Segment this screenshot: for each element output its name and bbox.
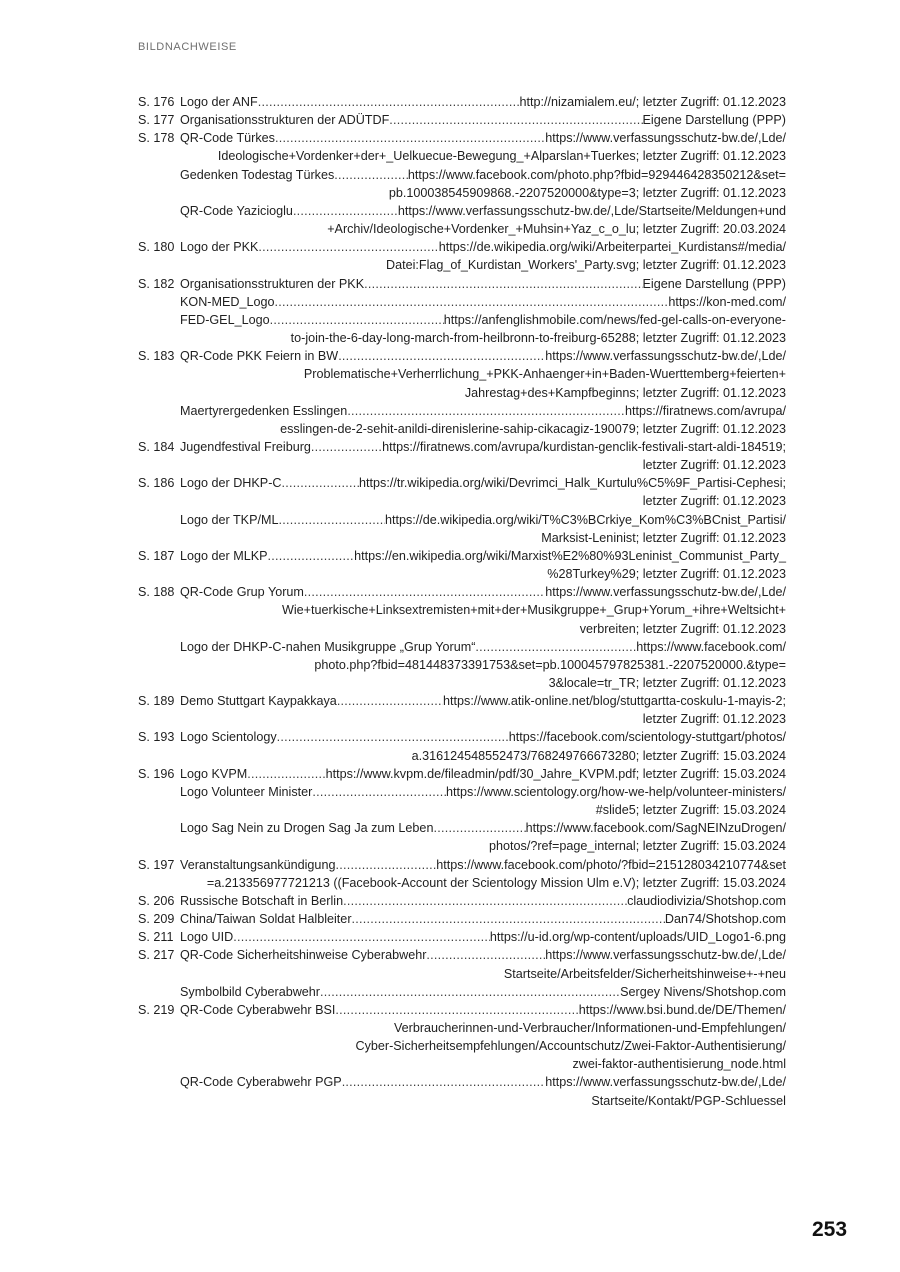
credit-entry	[138, 93, 786, 111]
credit-source-continuation: 3&locale=tr_TR; letzter Zugriff: 01.12.2023	[548, 676, 786, 690]
dot-leader	[277, 728, 509, 746]
credit-page-ref	[138, 1073, 180, 1109]
credit-page-ref: S. 184	[138, 439, 175, 454]
credit-source-continuation: Marksist-Leninist; letzter Zugriff: 01.12.2023	[541, 530, 786, 545]
credit-source: https://www.verfassungsschutz-bw.de/,Lde/Startseite/Meldungen+und	[397, 203, 786, 218]
credit-entry	[138, 583, 786, 637]
credit-page-ref: S. 193	[138, 730, 175, 745]
credit-page-ref: S. 196	[138, 766, 175, 781]
credit-page-ref: S. 183	[138, 349, 175, 364]
credit-source: https://www.facebook.com/photo/?fbid=215128034210774&set	[436, 857, 786, 872]
credit-entry	[138, 202, 786, 238]
dot-leader	[312, 783, 446, 801]
credit-page-ref	[138, 293, 180, 311]
credit-entry	[138, 783, 786, 819]
dot-leader	[270, 311, 444, 329]
credit-entry	[138, 347, 786, 401]
credit-page-ref: S. 187	[138, 548, 175, 563]
credit-entry	[138, 438, 786, 474]
credit-page-ref: S. 182	[138, 276, 175, 291]
dot-leader	[352, 910, 665, 928]
credit-label: Logo Sag Nein zu Drogen Sag Ja zum Leben	[180, 821, 434, 836]
credit-entry	[138, 692, 786, 728]
credit-source-continuation: to-join-the-6-day-long-march-from-heilbronn-to-freiburg-65288; letzter Zugriff: 01.12.2023	[290, 331, 786, 346]
credit-label: Symbolbild Cyberabwehr	[180, 984, 320, 999]
credit-entry	[138, 728, 786, 764]
credit-label: Logo Scientology	[180, 730, 277, 745]
dot-leader	[268, 547, 355, 565]
dot-leader	[335, 856, 436, 874]
credit-page-ref: S. 206	[138, 893, 175, 908]
credit-source: https://de.wikipedia.org/wiki/T%C3%BCrkiye_Kom%C3%BCnist_Partisi/	[384, 512, 786, 527]
credit-source: https://www.scientology.org/how-we-help/volunteer-ministers/	[446, 784, 786, 799]
credit-source: https://www.facebook.com/	[636, 639, 786, 654]
dot-leader	[282, 474, 360, 492]
credit-label: Russische Botschaft in Berlin	[180, 893, 344, 908]
credit-label: QR-Code Cyberabwehr PGP	[180, 1075, 342, 1090]
dot-leader	[343, 892, 627, 910]
dot-leader	[304, 583, 545, 601]
credit-source: Sergey Nivens/Shotshop.com	[620, 984, 786, 999]
credit-page-ref	[138, 311, 180, 347]
credit-label: Gedenken Todestag Türkes	[180, 167, 335, 182]
dot-leader	[233, 928, 490, 946]
credit-source-continuation: Problematische+Verherrlichung_+PKK-Anhaenger+in+Baden-Wuerttemberg+feierten+	[303, 367, 786, 382]
credit-source: https://www.verfassungsschutz-bw.de/,Lde/	[545, 948, 786, 963]
credit-page-ref: S. 217	[138, 948, 175, 963]
credit-label: FED-GEL_Logo	[180, 312, 270, 327]
credit-entry	[138, 293, 786, 311]
credit-entry	[138, 166, 786, 202]
credit-source-continuation: letzter Zugriff: 01.12.2023	[642, 494, 786, 509]
credit-source-continuation: Startseite/Arbeitsfelder/Sicherheitshinweise+-+neu	[503, 966, 786, 981]
credit-page-ref	[138, 166, 180, 202]
credit-label: Logo der MLKP	[180, 548, 268, 563]
credit-label: Logo UID	[180, 930, 234, 945]
credit-label: Maertyrergedenken Esslingen	[180, 403, 348, 418]
credit-source: https://anfenglishmobile.com/news/fed-gel-calls-on-everyone-	[443, 312, 786, 327]
credit-source-continuation: zwei-faktor-authentisierung_node.html	[572, 1057, 786, 1072]
dot-leader	[275, 129, 545, 147]
credit-source: https://en.wikipedia.org/wiki/Marxist%E2%80%93Leninist_Communist_Party_	[354, 548, 786, 563]
dot-leader	[278, 511, 384, 529]
credit-label: QR-Code Sicherheitshinweise Cyberabwehr	[180, 948, 427, 963]
credit-page-ref: S. 189	[138, 694, 175, 709]
credit-page-ref	[138, 783, 180, 819]
credit-entry	[138, 547, 786, 583]
credit-source: https://www.verfassungsschutz-bw.de/,Lde/	[545, 349, 786, 364]
credit-source: http://nizamialem.eu/; letzter Zugriff: 01.12.2023	[519, 95, 786, 109]
dot-leader	[426, 946, 545, 964]
credit-source-continuation: letzter Zugriff: 01.12.2023	[642, 712, 786, 727]
credit-entry	[138, 983, 786, 1001]
credit-label: Logo der TKP/ML	[180, 512, 279, 527]
credit-source: https://www.verfassungsschutz-bw.de/,Lde/	[545, 131, 786, 146]
credit-page-ref: S. 176	[138, 95, 175, 109]
credit-page-ref: S. 209	[138, 912, 175, 927]
dot-leader	[347, 402, 625, 420]
credit-source: Eigene Darstellung (PPP)	[642, 113, 786, 128]
dot-leader	[364, 275, 642, 293]
credit-entry	[138, 311, 786, 347]
credit-source: https://facebook.com/scientology-stuttgart/photos/	[508, 730, 786, 745]
credit-source: https://www.atik-online.net/blog/stuttgartta-coskulu-1-mayis-2;	[443, 694, 786, 709]
credit-entry	[138, 856, 786, 892]
image-credits-list	[138, 93, 786, 1110]
credit-entry	[138, 275, 786, 293]
credit-label: Logo Volunteer Minister	[180, 784, 313, 799]
credit-label: Jugendfestival Freiburg	[180, 439, 311, 454]
credit-entry	[138, 819, 786, 855]
dot-leader	[433, 819, 525, 837]
dot-leader	[258, 93, 520, 111]
dot-leader	[342, 1073, 546, 1091]
credit-source-continuation: Cyber-Sicherheitsempfehlungen/Accountschutz/Zwei-Faktor-Authentisierung/	[355, 1039, 786, 1054]
credit-entry	[138, 638, 786, 692]
credit-entry	[138, 1001, 786, 1074]
credit-source-continuation: photos/?ref=page_internal; letzter Zugriff: 15.03.2024	[489, 839, 786, 854]
credit-source-continuation: photo.php?fbid=481448373391753&set=pb.100045797825381.-2207520000.&type=	[314, 657, 786, 672]
credit-label: QR-Code Cyberabwehr BSI	[180, 1002, 336, 1017]
dot-leader	[293, 202, 398, 220]
credit-source: claudiodivizia/Shotshop.com	[627, 893, 786, 908]
credit-entry	[138, 1073, 786, 1109]
dot-leader	[338, 347, 545, 365]
running-header: BILDNACHWEISE	[138, 41, 237, 53]
credit-page-ref: S. 177	[138, 113, 175, 128]
credit-entry	[138, 892, 786, 910]
credit-page-ref: S. 197	[138, 857, 175, 872]
credit-label: QR-Code Türkes	[180, 131, 275, 146]
credit-label: Logo der PKK	[180, 240, 259, 255]
credit-source-continuation: %28Turkey%29; letzter Zugriff: 01.12.2023	[547, 567, 786, 582]
credit-source: https://firatnews.com/avrupa/	[625, 403, 786, 418]
credit-entry	[138, 474, 786, 510]
credit-source: https://www.facebook.com/photo.php?fbid=929446428350212&set=	[407, 167, 786, 182]
credit-page-ref	[138, 511, 180, 547]
credit-source-continuation: Datei:Flag_of_Kurdistan_Workers'_Party.svg; letzter Zugriff: 01.12.2023	[385, 258, 786, 273]
credit-source: Dan74/Shotshop.com	[664, 912, 786, 927]
dot-leader	[275, 293, 669, 311]
credit-label: QR-Code Yazicioglu	[180, 203, 293, 218]
dot-leader	[247, 765, 325, 783]
credit-source-continuation: +Archiv/Ideologische+Vordenker_+Muhsin+Yaz_c_o_lu; letzter Zugriff: 20.03.2024	[327, 222, 786, 237]
credit-source-continuation: Ideologische+Vordenker+der+_Uelkuecue-Bewegung_+Alparslan+Tuerkes; letzter Zugriff: 01.12.2023	[217, 149, 786, 164]
page-number: 253	[812, 1218, 848, 1241]
dot-leader	[389, 111, 642, 129]
credit-source-continuation: Verbraucherinnen-und-Verbraucher/Informationen-und-Empfehlungen/	[393, 1020, 786, 1035]
credit-label: China/Taiwan Soldat Halbleiter	[180, 912, 352, 927]
credit-label: QR-Code PKK Feiern in BW	[180, 349, 339, 364]
credit-source: https://u-id.org/wp-content/uploads/UID_Logo1-6.png	[489, 930, 786, 945]
dot-leader	[337, 692, 443, 710]
dot-leader	[334, 166, 408, 184]
dot-leader	[258, 238, 438, 256]
credit-label: Logo KVPM	[180, 766, 248, 781]
dot-leader	[475, 638, 636, 656]
credit-page-ref	[138, 638, 180, 692]
credit-source: https://kon-med.com/	[668, 294, 786, 309]
credit-source-continuation: Jahrestag+des+Kampfbeginns; letzter Zugriff: 01.12.2023	[464, 385, 786, 400]
credit-source: https://www.kvpm.de/fileadmin/pdf/30_Jahre_KVPM.pdf; letzter Zugriff: 15.03.2024	[325, 766, 786, 781]
credit-source-continuation: Startseite/Kontakt/PGP-Schluessel	[591, 1093, 786, 1108]
credit-entry	[138, 928, 786, 946]
credit-label: KON-MED_Logo	[180, 294, 275, 309]
credit-page-ref: S. 219	[138, 1002, 175, 1017]
credit-entry	[138, 129, 786, 165]
credit-entry	[138, 765, 786, 783]
credit-source-continuation: verbreiten; letzter Zugriff: 01.12.2023	[579, 621, 786, 636]
credit-source-continuation: esslingen-de-2-sehit-anildi-direnislerine-sahip-cikacagiz-190079; letzter Zugriff: 01.12.2023	[280, 421, 786, 436]
credit-page-ref	[138, 819, 180, 855]
credit-entry	[138, 946, 786, 982]
credit-source: https://tr.wikipedia.org/wiki/Devrimci_Halk_Kurtulu%C5%9F_Partisi-Cephesi;	[359, 476, 786, 491]
credit-page-ref: S. 178	[138, 131, 175, 146]
credit-entry	[138, 111, 786, 129]
credit-source: Eigene Darstellung (PPP)	[642, 276, 786, 291]
credit-source-continuation: pb.100038545909868.-2207520000&type=3; letzter Zugriff: 01.12.2023	[388, 185, 786, 200]
credit-label: QR-Code Grup Yorum	[180, 585, 304, 600]
credit-source-continuation: letzter Zugriff: 01.12.2023	[642, 458, 786, 473]
credit-label: Organisationsstrukturen der PKK	[180, 276, 365, 291]
credit-entry	[138, 402, 786, 438]
credit-page-ref	[138, 402, 180, 438]
credit-page-ref: S. 211	[138, 930, 174, 945]
dot-leader	[320, 983, 620, 1001]
credit-page-ref: S. 186	[138, 476, 175, 491]
credit-source: https://firatnews.com/avrupa/kurdistan-genclik-festivali-start-aldi-184519;	[382, 439, 786, 454]
credit-label: Logo der DHKP-C-nahen Musikgruppe „Grup Yorum“	[180, 639, 476, 654]
credit-source: https://www.facebook.com/SagNEINzuDrogen/	[525, 821, 786, 836]
credit-label: Logo der ANF	[180, 95, 258, 109]
credit-entry	[138, 910, 786, 928]
credit-page-ref	[138, 202, 180, 238]
credit-source: https://www.bsi.bund.de/DE/Themen/	[578, 1002, 786, 1017]
credit-entry	[138, 238, 786, 274]
credit-label: Veranstaltungsankündigung	[180, 857, 336, 872]
credit-source-continuation: a.316124548552473/768249766673280; letzter Zugriff: 15.03.2024	[411, 748, 786, 763]
credit-label: Organisationsstrukturen der ADÜTDF	[180, 113, 390, 128]
credit-label: Logo der DHKP-C	[180, 476, 282, 491]
credit-source: https://www.verfassungsschutz-bw.de/,Lde/	[545, 1075, 786, 1090]
credit-source: https://www.verfassungsschutz-bw.de/,Lde/	[545, 585, 786, 600]
dot-leader	[335, 1001, 578, 1019]
dot-leader	[311, 438, 382, 456]
credit-source-continuation: =a.213356977721213 ((Facebook-Account der Scientology Mission Ulm e.V); letzter Zugriff: 15.03.2024	[206, 875, 786, 890]
credit-source-continuation: Wie+tuerkische+Linksextremisten+mit+der+Musikgruppe+_Grup+Yorum_+ihre+Weltsicht+	[281, 603, 786, 618]
credit-page-ref	[138, 983, 180, 1001]
credit-page-ref: S. 188	[138, 585, 175, 600]
credit-label: Demo Stuttgart Kaypakkaya	[180, 694, 337, 709]
credit-page-ref: S. 180	[138, 240, 175, 255]
credit-entry	[138, 511, 786, 547]
credit-source: https://de.wikipedia.org/wiki/Arbeiterpartei_Kurdistans#/media/	[438, 240, 786, 255]
credit-source-continuation: #slide5; letzter Zugriff: 15.03.2024	[595, 803, 786, 818]
